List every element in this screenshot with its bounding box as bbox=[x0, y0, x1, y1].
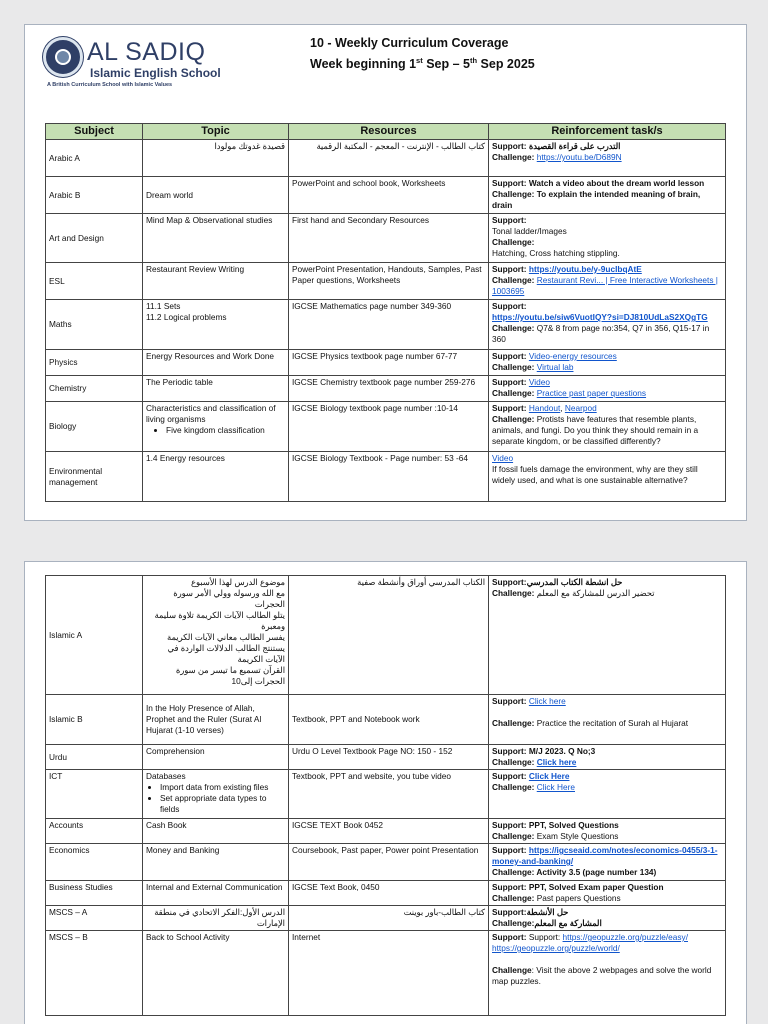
topic-cell: Cash Book bbox=[143, 819, 289, 844]
table-row bbox=[46, 844, 726, 881]
task-cell: Support: PPT, Solved Questions Challenge: Exam Style Questions bbox=[489, 819, 726, 844]
table-row bbox=[46, 576, 726, 695]
topic-cell: Characteristics and classification of living organisms • Five kingdom classification bbox=[143, 402, 289, 452]
resources-cell: PowerPoint Presentation, Handouts, Samples, Past Paper questions, Worksheets bbox=[289, 263, 489, 300]
resources-cell: Urdu O Level Textbook Page NO: 150 - 152 bbox=[289, 745, 489, 770]
table-row bbox=[46, 140, 726, 177]
subject-cell: Islamic A bbox=[46, 576, 143, 695]
support-link[interactable]: Click here bbox=[528, 696, 566, 706]
resources-cell: IGCSE Text Book, 0450 bbox=[289, 881, 489, 906]
document-page-2 bbox=[24, 561, 747, 1024]
task-cell: Support: Support: https://geopuzzle.org/puzzle/easy/ https://geopuzzle.org/puzzle/world/ Challenge: Visit the above 2 webpages and solve the world map puzzles. bbox=[489, 931, 726, 1016]
subject-cell: Islamic B bbox=[46, 695, 143, 745]
challenge-link[interactable]: Practice past paper questions bbox=[536, 388, 647, 398]
curriculum-table-1 bbox=[45, 123, 726, 502]
topic-cell: Back to School Activity bbox=[143, 931, 289, 1016]
resources-cell: IGCSE Chemistry textbook page number 259-276 bbox=[289, 376, 489, 402]
table-row bbox=[46, 770, 726, 819]
task-cell: Support: https://youtu.be/y-9ucIbqAtE Challenge: Restaurant Revi... | Free Interactive Worksheets | 1003695 bbox=[489, 263, 726, 300]
topic-cell: Dream world bbox=[143, 177, 289, 214]
document-page-1 bbox=[24, 24, 747, 521]
topic-cell: قصيدة غدوتك مولودا bbox=[143, 140, 289, 177]
subject-cell: ESL bbox=[46, 263, 143, 300]
resources-cell: كتاب الطالب-باور بوينت bbox=[289, 906, 489, 931]
task-cell: Support: Handout, Nearpod Challenge: Protists have features that resemble plants, animals, and fungi. Do you think they should remain in a separate kingdom, or be classified differently? bbox=[489, 402, 726, 452]
subject-cell: Accounts bbox=[46, 819, 143, 844]
handout-link[interactable]: Handout bbox=[528, 403, 561, 413]
video-link[interactable]: Video bbox=[492, 453, 514, 463]
resources-cell: First hand and Secondary Resources bbox=[289, 214, 489, 263]
support-link[interactable]: https://youtu.be/siw6VuotIQY?si=DJ810UdLaS2XQgTG bbox=[492, 312, 708, 322]
topic-cell: Money and Banking bbox=[143, 844, 289, 881]
topic-cell: Energy Resources and Work Done bbox=[143, 350, 289, 376]
challenge-link[interactable]: https://youtu.be/D689N bbox=[536, 152, 622, 162]
title-line-2: Week beginning 1st Sep – 5th Sep 2025 bbox=[310, 56, 535, 72]
subject-cell: Business Studies bbox=[46, 881, 143, 906]
subject-cell: Arabic A bbox=[46, 140, 143, 177]
resources-cell: Coursebook, Past paper, Power point Presentation bbox=[289, 844, 489, 881]
table-row bbox=[46, 819, 726, 844]
table-row bbox=[46, 931, 726, 1016]
school-seal-icon bbox=[43, 37, 83, 77]
topic-cell: Mind Map & Observational studies bbox=[143, 214, 289, 263]
school-subtitle: Islamic English School bbox=[90, 66, 221, 80]
subject-cell: MSCS – B bbox=[46, 931, 143, 1016]
subject-cell: Maths bbox=[46, 300, 143, 350]
subject-cell: Economics bbox=[46, 844, 143, 881]
table-row bbox=[46, 452, 726, 502]
table-row bbox=[46, 881, 726, 906]
table-row bbox=[46, 376, 726, 402]
geopuzzle-world-link[interactable]: https://geopuzzle.org/puzzle/world/ bbox=[492, 943, 620, 953]
topic-cell: Comprehension bbox=[143, 745, 289, 770]
task-cell: Support: Tonal ladder/Images Challenge: Hatching, Cross hatching stippling. bbox=[489, 214, 726, 263]
topic-cell: Databases • Import data from existing files • Set appropriate data types to fields bbox=[143, 770, 289, 819]
task-cell: Support: Video Challenge: Practice past paper questions bbox=[489, 376, 726, 402]
resources-cell: IGCSE Physics textbook page number 67-77 bbox=[289, 350, 489, 376]
table-row bbox=[46, 906, 726, 931]
topic-cell: Restaurant Review Writing bbox=[143, 263, 289, 300]
task-cell: Support:حل انشطة الكتاب المدرسي Challenge: تحضير الدرس للمشاركة مع المعلم bbox=[489, 576, 726, 695]
subject-cell: MSCS – A bbox=[46, 906, 143, 931]
challenge-link[interactable]: Restaurant Revi... | Free Interactive Worksheets | 1003695 bbox=[492, 275, 718, 296]
resources-cell: PowerPoint and school book, Worksheets bbox=[289, 177, 489, 214]
challenge-link[interactable]: Virtual lab bbox=[536, 362, 574, 372]
support-link[interactable]: https://igcseaid.com/notes/economics-0455/3-1-money-and-banking/ bbox=[492, 845, 718, 866]
task-cell: Support: Watch a video about the dream world lesson Challenge: To explain the intended meaning of brain, drain bbox=[489, 177, 726, 214]
topic-bullet: • Five kingdom classification bbox=[166, 425, 285, 436]
resources-cell: IGCSE Mathematics page number 349-360 bbox=[289, 300, 489, 350]
topic-cell: 1.4 Energy resources bbox=[143, 452, 289, 502]
subject-cell: Biology bbox=[46, 402, 143, 452]
topic-cell: Internal and External Communication bbox=[143, 881, 289, 906]
subject-cell: ICT bbox=[46, 770, 143, 819]
task-cell: Support: https://youtu.be/siw6VuotIQY?si=DJ810UdLaS2XQgTG Challenge: Q7& 8 from page no:354, Q7 in 356, Q15-17 in 360 bbox=[489, 300, 726, 350]
table-row bbox=[46, 214, 726, 263]
topic-cell: The Periodic table bbox=[143, 376, 289, 402]
support-link[interactable]: https://youtu.be/y-9ucIbqAtE bbox=[528, 264, 642, 274]
school-logo bbox=[43, 37, 223, 97]
table-row bbox=[46, 402, 726, 452]
topic-bullet: • Import data from existing files bbox=[160, 782, 285, 793]
document-title bbox=[310, 35, 550, 73]
resources-cell: Internet bbox=[289, 931, 489, 1016]
resources-cell: Textbook, PPT and website, you tube video bbox=[289, 770, 489, 819]
task-cell: Support: Click Here Challenge: Click Here bbox=[489, 770, 726, 819]
table-row bbox=[46, 695, 726, 745]
task-cell: Support:حل الأنشطة Challenge:المشاركة مع المعلم bbox=[489, 906, 726, 931]
task-cell: Support: Video-energy resources Challenge: Virtual lab bbox=[489, 350, 726, 376]
task-cell: Video If fossil fuels damage the environment, why are they still widely used, and what is one sustainable alternative? bbox=[489, 452, 726, 502]
topic-cell: موضوع الدرس لهذا الأسبوع مع الله ورسوله وولي الأمر سورة الحجرات يتلو الطالب الآيات الكريمة تلاوة سليمة ومعبرة يفسر الطالب معاني الآيات الكريمة يستنتج الطالب الدلالات الواردة في الآيات الكريمة القرآن تسميع ما تيسر من سورة الحجرات إلى10 bbox=[143, 576, 289, 695]
support-link[interactable]: Click Here bbox=[528, 771, 570, 781]
title-line-1: 10 - Weekly Curriculum Coverage bbox=[310, 36, 509, 50]
table-row bbox=[46, 745, 726, 770]
subject-cell: Urdu bbox=[46, 745, 143, 770]
resources-cell: كتاب الطالب - الإنترنت - المعجم - المكتبة الرقمية bbox=[289, 140, 489, 177]
school-name: AL SADIQ bbox=[87, 38, 206, 66]
resources-cell: IGCSE TEXT Book 0452 bbox=[289, 819, 489, 844]
topic-cell: 11.1 Sets 11.2 Logical problems bbox=[143, 300, 289, 350]
header-subject: Subject bbox=[46, 124, 143, 140]
support-link[interactable]: Video bbox=[528, 377, 550, 387]
task-cell: Support: M/J 2023. Q No;3 Challenge: Click here bbox=[489, 745, 726, 770]
header-topic: Topic bbox=[143, 124, 289, 140]
table-row bbox=[46, 300, 726, 350]
school-tagline: A British Curriculum School with Islamic Values bbox=[47, 82, 173, 88]
subject-cell: Arabic B bbox=[46, 177, 143, 214]
challenge-link[interactable]: Click Here bbox=[536, 782, 575, 792]
resources-cell: IGCSE Biology textbook page number :10-14 bbox=[289, 402, 489, 452]
table-row bbox=[46, 263, 726, 300]
topic-cell: In the Holy Presence of Allah, Prophet and the Ruler (Surat Al Hujarat (1-10 verses) bbox=[143, 695, 289, 745]
header-reinforcement: Reinforcement task/s bbox=[489, 124, 726, 140]
task-cell: Support: PPT, Solved Exam paper Question Challenge: Past papers Questions bbox=[489, 881, 726, 906]
resources-cell: الكتاب المدرسي أوراق وأنشطة صفية bbox=[289, 576, 489, 695]
geopuzzle-easy-link[interactable]: https://geopuzzle.org/puzzle/easy/ bbox=[562, 932, 688, 942]
table-row bbox=[46, 177, 726, 214]
header-resources: Resources bbox=[289, 124, 489, 140]
task-cell: Support: التدرب على قراءة القصيدة Challenge: https://youtu.be/D689N bbox=[489, 140, 726, 177]
subject-cell: Art and Design bbox=[46, 214, 143, 263]
support-link[interactable]: Video-energy resources bbox=[528, 351, 617, 361]
subject-cell: Physics bbox=[46, 350, 143, 376]
resources-cell: IGCSE Biology Textbook - Page number: 53 -64 bbox=[289, 452, 489, 502]
subject-cell: Chemistry bbox=[46, 376, 143, 402]
table-row bbox=[46, 350, 726, 376]
topic-bullet: • Set appropriate data types to fields bbox=[160, 793, 285, 815]
nearpod-link[interactable]: Nearpod bbox=[564, 403, 597, 413]
table-header-row bbox=[46, 124, 726, 140]
task-cell: Support: https://igcseaid.com/notes/economics-0455/3-1-money-and-banking/ Challenge: Activity 3.5 (page number 134) bbox=[489, 844, 726, 881]
challenge-link[interactable]: Click here bbox=[536, 757, 577, 767]
topic-cell: الدرس الأول:الفكر الاتحادي في منطقة الإمارات bbox=[143, 906, 289, 931]
resources-cell: Textbook, PPT and Notebook work bbox=[289, 695, 489, 745]
curriculum-table-2 bbox=[45, 575, 726, 1016]
subject-cell: Environmental management bbox=[46, 452, 143, 502]
task-cell: Support: Click here Challenge: Practice the recitation of Surah al Hujarat bbox=[489, 695, 726, 745]
